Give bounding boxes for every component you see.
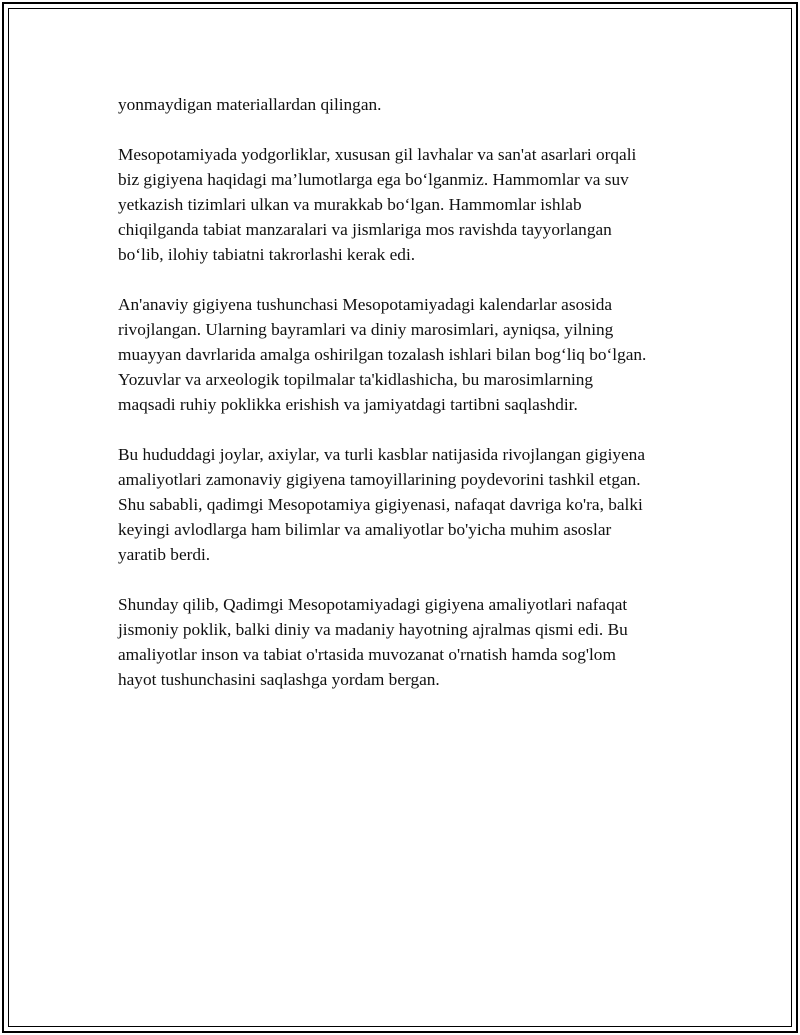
text-line: keyingi avlodlarga ham bilimlar va amaliyotlar bo'yicha muhim asoslar: [118, 520, 612, 539]
paragraph-2: [118, 142, 698, 267]
text-line: jismoniy poklik, balki diniy va madaniy hayotning ajralmas qismi edi. Bu: [118, 620, 628, 639]
document-body: [118, 92, 698, 717]
text-line: boʻlib, ilohiy tabiatni takrorlashi kerak edi.: [118, 245, 416, 264]
text-line: amaliyotlari zamonaviy gigiyena tamoyillarining poydevorini tashkil etgan.: [118, 470, 641, 489]
text-line: yaratib berdi.: [118, 545, 211, 564]
paragraph-4: [118, 442, 698, 567]
text-line: yonmaydigan materiallardan qilingan.: [118, 95, 382, 114]
text-line: Yozuvlar va arxeologik topilmalar ta'kidlashicha, bu marosimlarning: [118, 370, 594, 389]
text-line: Shu sababli, qadimgi Mesopotamiya gigiyenasi, nafaqat davriga ko'ra, balki: [118, 495, 643, 514]
text-line: chiqilganda tabiat manzaralari va jismlariga mos ravishda tayyorlangan: [118, 220, 612, 239]
text-line: maqsadi ruhiy poklikka erishish va jamiyatdagi tartibni saqlashdir.: [118, 395, 578, 414]
text-line: hayot tushunchasini saqlashga yordam bergan.: [118, 670, 440, 689]
text-line: Shunday qilib, Qadimgi Mesopotamiyadagi gigiyena amaliyotlari nafaqat: [118, 595, 628, 614]
text-line: amaliyotlar inson va tabiat o'rtasida muvozanat o'rnatish hamda sog'lom: [118, 645, 616, 664]
text-line: muayyan davrlarida amalga oshirilgan tozalash ishlari bilan bogʻliq boʻlgan.: [118, 345, 647, 364]
paragraph-5: [118, 592, 698, 692]
paragraph-3: [118, 292, 698, 417]
paragraph-1: [118, 92, 698, 117]
text-line: Bu hududdagi joylar, axiylar, va turli kasblar natijasida rivojlangan gigiyena: [118, 445, 645, 464]
text-line: Mesopotamiyada yodgorliklar, xususan gil lavhalar va san'at asarlari orqali: [118, 145, 637, 164]
text-line: rivojlangan. Ularning bayramlari va diniy marosimlari, ayniqsa, yilning: [118, 320, 614, 339]
text-line: yetkazish tizimlari ulkan va murakkab boʻlgan. Hammomlar ishlab: [118, 195, 582, 214]
text-line: An'anaviy gigiyena tushunchasi Mesopotamiyadagi kalendarlar asosida: [118, 295, 613, 314]
text-line: biz gigiyena haqidagi ma’lumotlarga ega boʻlganmiz. Hammomlar va suv: [118, 170, 629, 189]
